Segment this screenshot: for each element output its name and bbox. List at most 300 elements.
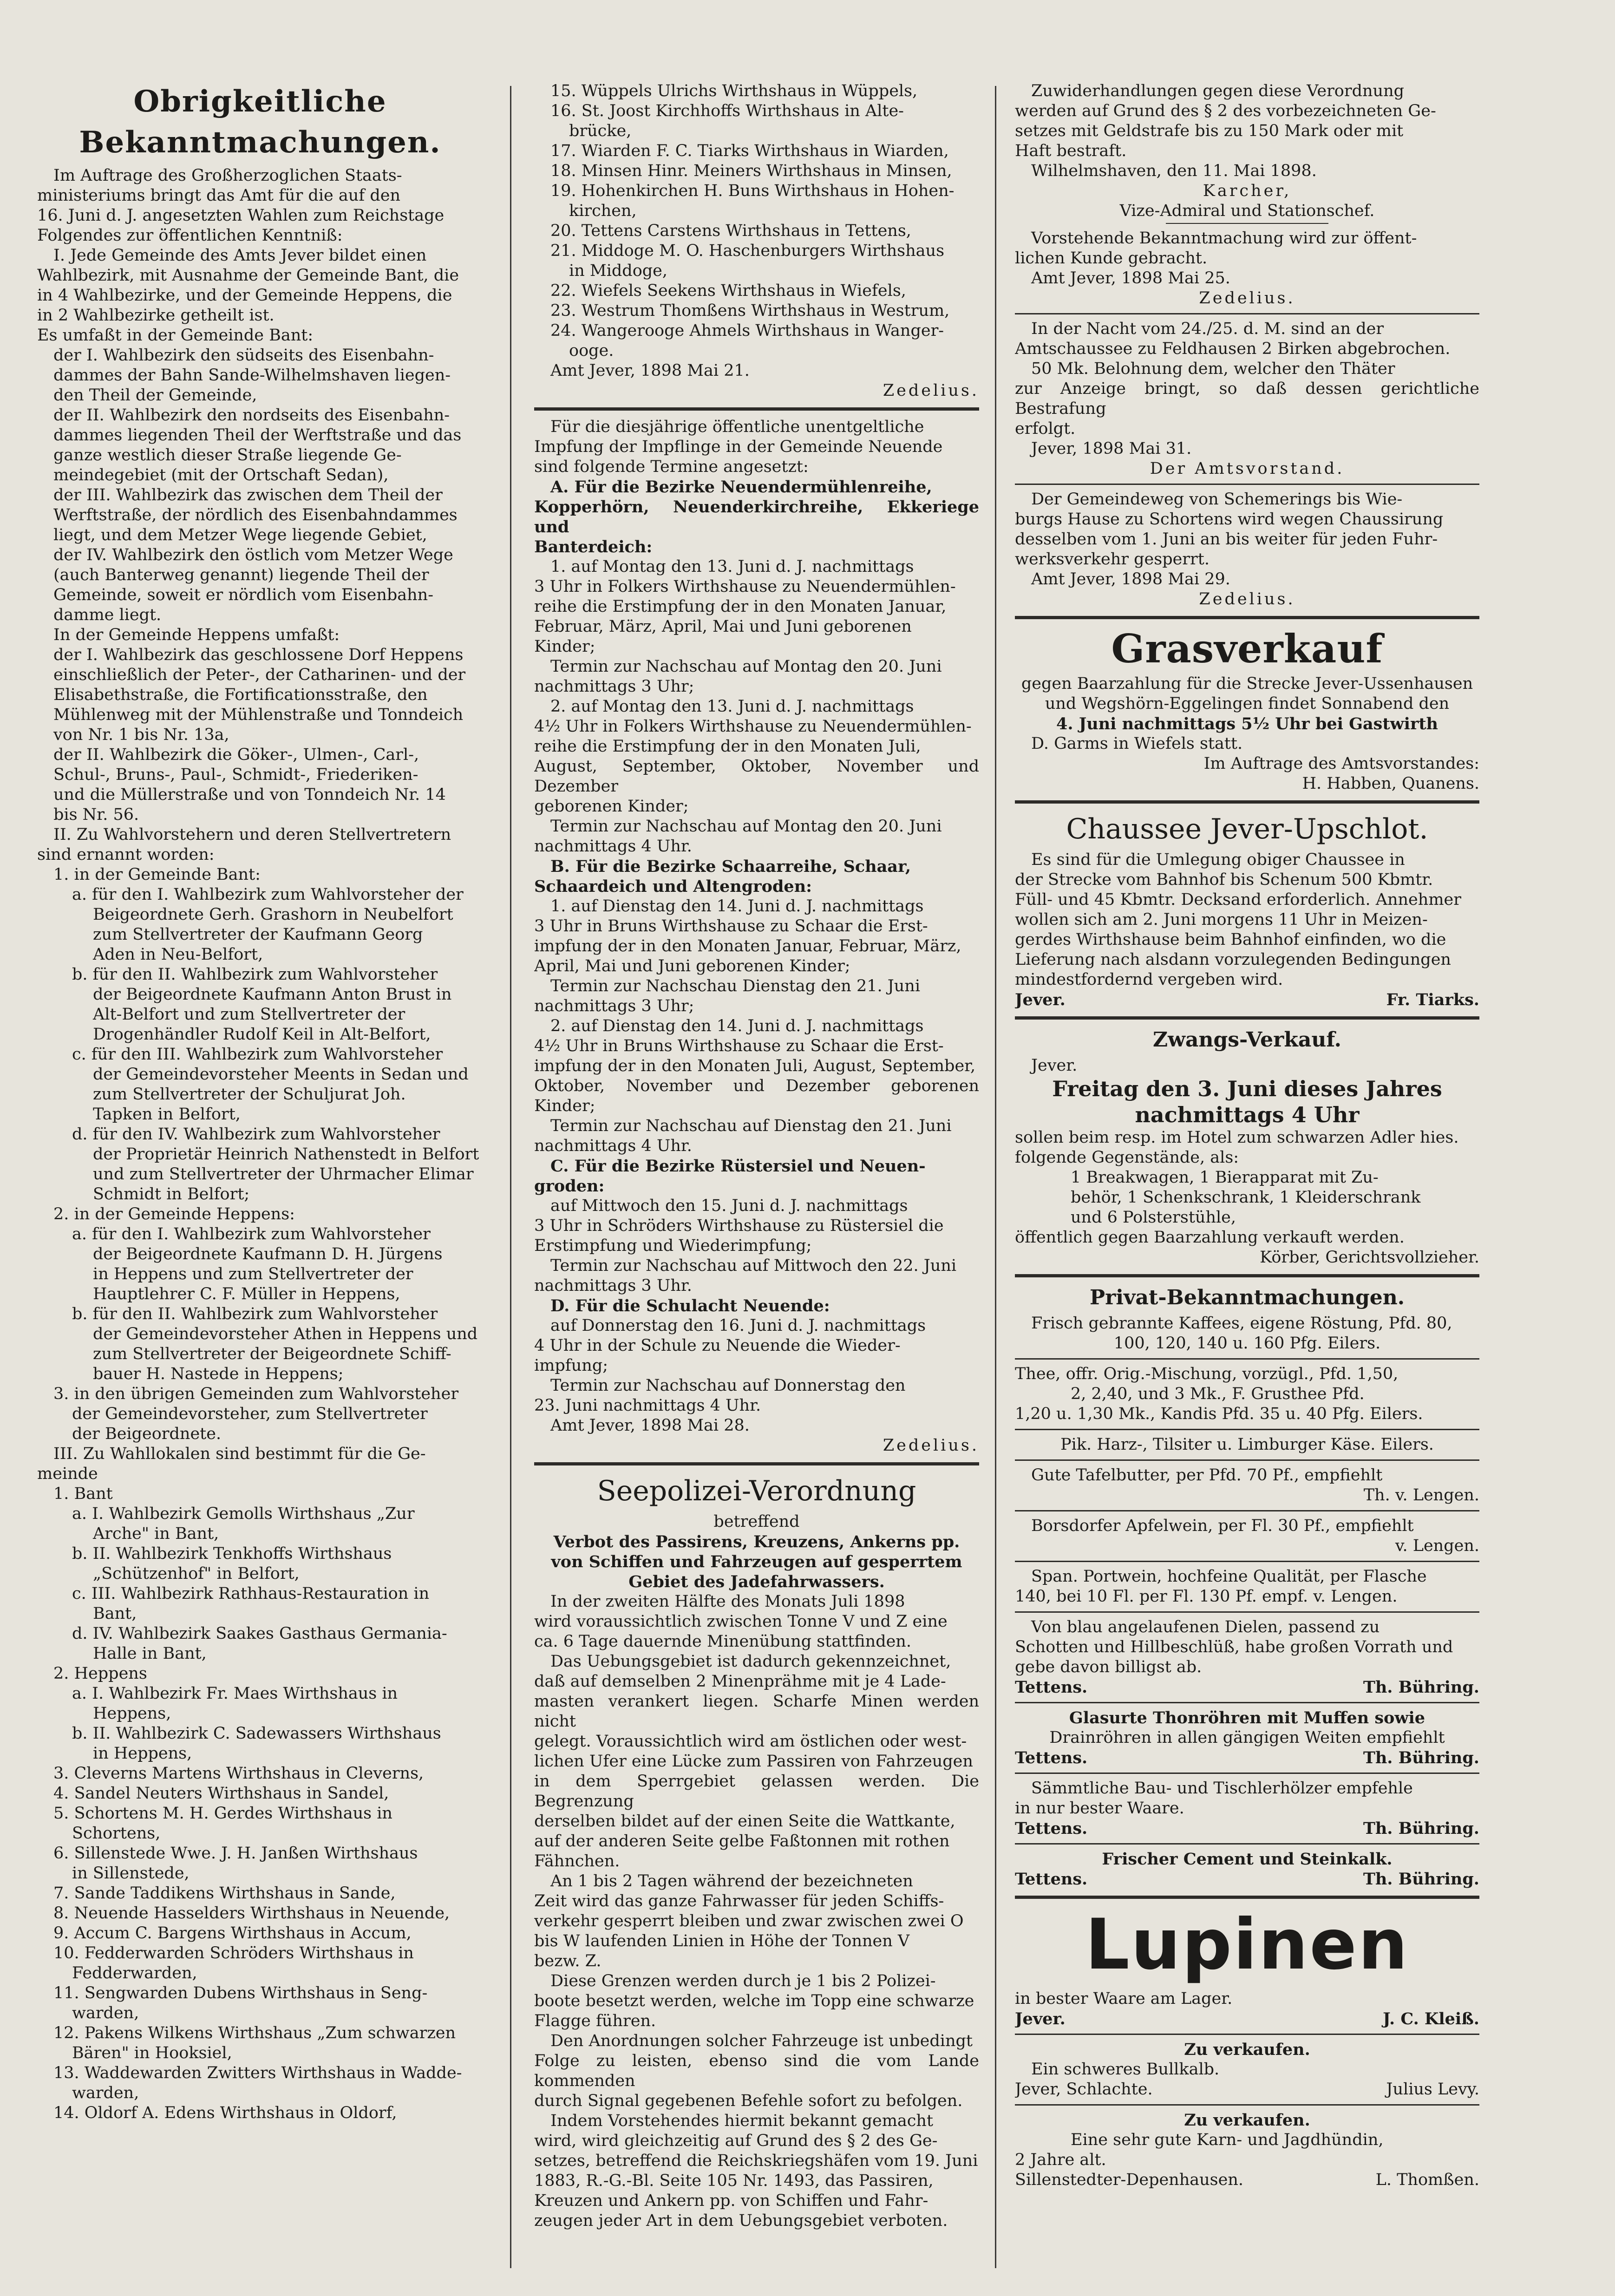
text-line: 9. Accum C. Bargens Wirthshaus in Accum, <box>53 1924 412 1943</box>
place-label: Jever. <box>1015 2009 1066 2028</box>
column-divider <box>995 86 996 2268</box>
text-line: 13. Waddewarden Zwitters Wirthshaus in Wadde- <box>53 2064 462 2082</box>
signature-name: Fr. Tiarks. <box>1386 990 1479 1009</box>
text-line: zeugen jeder Art in dem Uebungsgebiet verboten. <box>534 2211 948 2230</box>
text-line: Im Auftrage des Amtsvorstandes: <box>1203 754 1479 773</box>
text-line: 2. in der Gemeinde Heppens: <box>53 1205 295 1223</box>
text-line: Termin zur Nachschau auf Dienstag den 21. Juni <box>550 1117 952 1135</box>
text-line: Gemeinde, soweit er nördlich vom Eisenbahn- <box>53 586 434 604</box>
text-line: desselben vom 1. Juni an bis weiter für jeden Fuhr- <box>1015 530 1438 549</box>
text-line: In der Gemeinde Heppens umfaßt: <box>53 626 340 644</box>
text-line: Jever. <box>1031 1056 1078 1075</box>
text-line: in Heppens und zum Stellvertreter der <box>93 1265 413 1283</box>
text-line: An 1 bis 2 Tagen während der bezeichneten <box>550 1872 913 1890</box>
text-line: Mühlenweg mit der Mühlenstraße und Tonndeich <box>53 706 464 724</box>
text-line: 3 Uhr in Bruns Wirthshause zu Schaar die Erst- <box>534 917 928 935</box>
text-line: c. III. Wahlbezirk Rathhaus-Restauration in <box>72 1584 430 1603</box>
text-line: (auch Banterweg genannt) liegende Theil der <box>53 566 429 584</box>
divider-rule <box>1015 1611 1479 1613</box>
text-line: 21. Middoge M. O. Haschenburgers Wirthshaus <box>550 242 945 260</box>
text-line: geborenen Kinder; <box>534 797 689 816</box>
text-line: 2, 2,40, und 3 Mk., F. Grusthee Pfd. <box>1071 1385 1365 1403</box>
divider-rule <box>1015 1358 1479 1360</box>
text-line: 140, bei 10 Fl. per Fl. 130 Pf. empf. v. Lengen. <box>1015 1587 1398 1606</box>
text-line: auf Donnerstag den 16. Juni d. J. nachmittags <box>550 1316 926 1335</box>
text-line: 15. Wüppels Ulrichs Wirthshaus in Wüppels, <box>550 82 918 100</box>
text-line: öffentlich gegen Baarzahlung verkauft werden. <box>1015 1228 1405 1247</box>
text-line: der II. Wahlbezirk die Göker-, Ulmen-, Carl-, <box>53 746 419 764</box>
signature-row <box>1015 990 1479 1010</box>
text-line: 23. Westrum Thomßens Wirthshaus in Westrum, <box>550 301 950 320</box>
signature-row <box>1015 1818 1479 1838</box>
text-line: Kopperhörn, Neuenderkirchreihe, Ekkeriege und <box>534 497 979 536</box>
text-line: mindestfordernd vergeben wird. <box>1015 970 1283 989</box>
text-line: Gebiet des Jadefahrwassers. <box>628 1572 885 1591</box>
divider-rule <box>1015 1510 1479 1511</box>
text-line: Frischer Cement und Steinkalk. <box>1102 1850 1393 1869</box>
text-line: „Schützenhof" in Belfort, <box>93 1564 300 1583</box>
text-line: 19. Hohenkirchen H. Buns Wirthshaus in Hohen- <box>550 182 955 200</box>
text-line: meindegebiet (mit der Ortschaft Sedan), <box>53 466 389 484</box>
text-line: Kreuzen und Ankern pp. von Schiffen und Fahr- <box>534 2191 928 2210</box>
text-line: impfung; <box>534 1356 608 1375</box>
text-line: d. IV. Wahlbezirk Saakes Gasthaus Germania- <box>72 1624 447 1643</box>
text-line: D. Für die Schulacht Neuende: <box>550 1296 830 1315</box>
signature-name: Th. Bühring. <box>1363 1748 1479 1767</box>
text-line: In der zweiten Hälfte des Monats Juli 1898 <box>550 1592 905 1611</box>
text-line: wird, wird gleichzeitig auf Grund des § 2 des Ge- <box>534 2132 938 2150</box>
text-line: Zedelius. <box>1199 590 1295 608</box>
text-line: und zum Stellvertreter der Uhrmacher Elimar <box>93 1165 474 1184</box>
text-line: Glasurte Thonröhren mit Muffen sowie <box>1069 1708 1425 1727</box>
text-line: von Nr. 1 bis Nr. 13a, <box>53 726 229 744</box>
text-line: Folge zu leisten, ebenso sind die vom Lande kommenden <box>534 2052 979 2090</box>
text-line: Diese Grenzen werden durch je 1 bis 2 Polizei- <box>550 1972 936 1990</box>
text-line: 3 Uhr in Schröders Wirthshause zu Rüstersiel die <box>534 1217 944 1235</box>
text-line: Schmidt in Belfort; <box>93 1185 250 1204</box>
text-line: 8. Neuende Hasselders Wirthshaus in Neuende, <box>53 1904 450 1923</box>
text-line: H. Habben, Quanens. <box>1302 774 1479 793</box>
text-line: in Middoge, <box>569 262 668 280</box>
text-line: wollen sich am 2. Juni morgens 11 Uhr in Meizen- <box>1015 910 1428 929</box>
place-label: Tettens. <box>1015 1748 1088 1767</box>
text-line: 2 Jahre alt. <box>1015 2151 1106 2169</box>
signature-row <box>1015 2080 1479 2100</box>
text-line: 6. Sillenstede Wwe. J. H. Janßen Wirthshaus <box>53 1844 418 1863</box>
text-line: Es umfaßt in der Gemeinde Bant: <box>37 326 314 345</box>
divider-rule <box>1015 1561 1479 1562</box>
text-line: Vorstehende Bekanntmachung wird zur öffent- <box>1031 229 1417 248</box>
text-line: und Wegshörn-Eggelingen findet Sonnabend den <box>1045 694 1450 713</box>
text-line: 3 Uhr in Folkers Wirthshause zu Neuendermühlen- <box>534 577 956 596</box>
text-line: auf der anderen Seite gelbe Faßtonnen mit rothen <box>534 1832 950 1851</box>
text-line: August, September, Oktober, November und Dezember <box>534 757 979 796</box>
text-line: 1. in der Gemeinde Bant: <box>53 865 261 884</box>
text-line: Halle in Bant, <box>93 1644 207 1663</box>
text-line: 10. Fedderwarden Schröders Wirthshaus in <box>53 1944 414 1962</box>
text-line: verkehr gesperrt bleiben und zwar zwischen zwei O <box>534 1912 964 1930</box>
divider-rule <box>1015 800 1479 804</box>
text-line: Wilhelmshaven, den 11. Mai 1898. <box>1031 162 1317 180</box>
text-line: In der Nacht vom 24./25. d. M. sind an der <box>1031 320 1384 338</box>
text-line: impfung der in den Monaten Januar, Februar, März, <box>534 937 961 955</box>
text-line: der Beigeordnete Kaufmann Anton Brust in <box>93 985 452 1004</box>
text-line: lichen Ufer eine Lücke zum Passiren von Fahrzeugen <box>534 1752 973 1771</box>
divider-rule <box>1015 616 1479 619</box>
text-line: der II. Wahlbezirk den nordseits des Eisenbahn- <box>53 406 450 425</box>
text-line: behör, 1 Schenkschrank, 1 Kleiderschrank <box>1071 1188 1421 1207</box>
place-label: Jever, Schlachte. <box>1015 2080 1153 2099</box>
text-line: warden, <box>72 2084 139 2102</box>
text-line: sind ernannt worden: <box>37 845 215 864</box>
text-line: Füll- und 45 Kbmtr. Decksand erforderlich. Annehmer <box>1015 890 1461 909</box>
text-line: Erstimpfung und Wiederimpfung; <box>534 1236 812 1255</box>
text-line: Zedelius. <box>883 1436 979 1455</box>
text-line: Freitag den 3. Juni dieses Jahres <box>1052 1076 1442 1101</box>
ad-heading: Privat-Bekanntmachungen. <box>1089 1286 1405 1309</box>
signature-name: J. C. Kleiß. <box>1383 2009 1479 2028</box>
text-line: dammes liegenden Theil der Werftstraße und das <box>53 426 462 445</box>
text-line: Karcher, <box>1203 182 1292 200</box>
text-line: werden auf Grund des § 2 des vorbezeichneten Ge- <box>1015 102 1436 120</box>
text-line: dammes der Bahn Sande-Wilhelmshaven liegen- <box>53 366 451 385</box>
text-line: der Gemeindevorsteher Athen in Heppens und <box>93 1325 478 1343</box>
text-line: c. für den III. Wahlbezirk zum Wahlvorsteher <box>72 1045 443 1064</box>
text-line: ca. 6 Tage dauernde Minenübung stattfinden. <box>534 1632 911 1651</box>
column-right-body <box>1015 81 1479 2190</box>
text-line: erfolgt. <box>1015 419 1076 438</box>
text-line: den Theil der Gemeinde, <box>53 386 257 405</box>
text-line: 1. auf Dienstag den 14. Juni d. J. nachmittags <box>550 897 924 916</box>
text-line: Banterdeich: <box>534 537 653 556</box>
column-divider <box>510 86 511 2268</box>
text-line: sind folgende Termine angesetzt: <box>534 458 809 476</box>
text-line: Fähnchen. <box>534 1852 620 1871</box>
text-line: Termin zur Nachschau auf Donnerstag den <box>550 1376 906 1395</box>
text-line: und die Müllerstraße und von Tonndeich Nr. 14 <box>53 785 446 804</box>
text-line: der Beigeordnete Kaufmann D. H. Jürgens <box>93 1245 443 1263</box>
ad-heading: Chaussee Jever-Upschlot. <box>1066 813 1428 845</box>
divider-rule <box>1015 484 1479 485</box>
text-line: b. für den II. Wahlbezirk zum Wahlvorsteher <box>72 965 438 984</box>
signature-row <box>1015 1869 1479 1889</box>
text-line: Aden in Neu-Belfort, <box>93 945 263 964</box>
text-line: Zedelius. <box>883 381 979 400</box>
column-left <box>37 81 483 2282</box>
text-line: 20. Tettens Carstens Wirthshaus in Tettens, <box>550 222 911 240</box>
text-line: burgs Hause zu Schortens wird wegen Chaussirung <box>1015 510 1444 529</box>
text-line: der I. Wahlbezirk den südseits des Eisenbahn- <box>53 346 434 365</box>
text-line: Schotten und Hillbeschlüß, habe großen Vorrath und <box>1015 1638 1453 1656</box>
text-line: bezw. Z. <box>534 1952 602 1970</box>
divider-rule <box>1015 1702 1479 1703</box>
divider-rule <box>534 407 979 411</box>
text-line: 1. auf Montag den 13. Juni d. J. nachmittags <box>550 557 914 576</box>
text-line: warden, <box>72 2004 139 2022</box>
text-line: D. Garms in Wiefels statt. <box>1031 734 1243 753</box>
text-line: Eine sehr gute Karn- und Jagdhündin, <box>1071 2131 1384 2149</box>
text-line: in bester Waare am Lager. <box>1015 1989 1233 2008</box>
text-line: Tapken in Belfort, <box>93 1105 241 1124</box>
signature-row <box>1015 1677 1479 1697</box>
text-line: b. II. Wahlbezirk Tenkhoffs Wirthshaus <box>72 1544 392 1563</box>
text-line: derselben bildet auf der einen Seite die Wattkante, <box>534 1812 955 1831</box>
divider-rule <box>1166 223 1328 224</box>
divider-rule <box>534 1462 979 1465</box>
text-line: 22. Wiefels Seekens Wirthshaus in Wiefels, <box>550 281 906 300</box>
text-line: der Gemeindevorsteher Meents in Sedan und <box>93 1065 469 1084</box>
text-line: wird voraussichtlich zwischen Tonne V und Z eine <box>534 1612 948 1631</box>
text-line: gegen Baarzahlung für die Strecke Jever-Ussenhausen <box>1021 674 1473 693</box>
text-line: a. für den I. Wahlbezirk zum Wahlvorsteher der <box>72 885 464 904</box>
text-line: nachmittags 4 Uhr. <box>534 1137 692 1155</box>
text-line: Schul-, Bruns-, Paul-, Schmidt-, Friederiken- <box>53 765 418 784</box>
text-line: 1,20 u. 1,30 Mk., Kandis Pfd. 35 u. 40 Pfg. Eilers. <box>1015 1405 1423 1423</box>
text-line: von Schiffen und Fahrzeugen auf gesperrtem <box>551 1552 962 1571</box>
text-line: zum Stellvertreter der Kaufmann Georg <box>93 925 423 944</box>
text-line: 1. Bant <box>53 1485 113 1503</box>
text-line: Zeit wird das ganze Fahrwasser für jeden Schiffs- <box>534 1892 944 1910</box>
text-line: der III. Wahlbezirk das zwischen dem Theil der <box>53 486 443 504</box>
text-line: Elisabethstraße, die Fortificationsstraße, den <box>53 686 428 704</box>
text-line: Februar, März, April, Mai und Juni geborenen <box>534 617 912 636</box>
text-line: ooge. <box>569 341 614 360</box>
text-line: 1883, R.-G.-Bl. Seite 105 Nr. 1493, das Passiren, <box>534 2172 934 2190</box>
text-line: Termin zur Nachschau auf Montag den 20. Juni <box>550 817 942 836</box>
text-line: Termin zur Nachschau Dienstag den 21. Juni <box>550 977 921 995</box>
text-line: 3. Cleverns Martens Wirthshaus in Cleverns, <box>53 1764 424 1783</box>
text-line: Sämmtliche Bau- und Tischlerhölzer empfehle <box>1031 1779 1413 1798</box>
text-line: Drainröhren in allen gängigen Weiten empfiehlt <box>1049 1728 1445 1747</box>
text-line: Heppens, <box>93 1704 171 1723</box>
text-line: 7. Sande Taddikens Wirthshaus in Sande, <box>53 1884 396 1903</box>
text-line: Haft bestraft. <box>1015 142 1127 160</box>
text-line: gerdes Wirthshause beim Bahnhof einfinden, wo die <box>1015 930 1446 949</box>
text-line: damme liegt. <box>53 606 162 624</box>
text-line: nachmittags 3 Uhr; <box>534 677 694 696</box>
text-line: 4. Sandel Neuters Wirthshaus in Sandel, <box>53 1784 389 1803</box>
ad-heading: Grasverkauf <box>1111 626 1383 672</box>
text-line: I. Jede Gemeinde des Amts Jever bildet einen <box>53 246 427 265</box>
text-line: der Strecke vom Bahnhof bis Schenum 500 Kbmtr. <box>1015 870 1433 889</box>
text-line: Termin zur Nachschau auf Mittwoch den 22. Juni <box>550 1256 957 1275</box>
text-line: kirchen, <box>569 202 637 220</box>
text-line: Zedelius. <box>1199 289 1295 307</box>
text-line: setzes, betreffend die Reichskriegshäfen vom 19. Juni <box>534 2152 978 2170</box>
text-line: groden: <box>534 1177 605 1196</box>
text-line: Jever, 1898 Mai 31. <box>1031 439 1192 458</box>
signature-name: Th. Bühring. <box>1363 1819 1479 1838</box>
text-line: 4½ Uhr in Bruns Wirthshause zu Schaar die Erst- <box>534 1037 944 1055</box>
text-line: Hauptlehrer C. F. Müller in Heppens, <box>93 1285 400 1303</box>
text-line: v. Lengen. <box>1395 1537 1479 1555</box>
text-line: 11. Sengwarden Dubens Wirthshaus in Seng- <box>53 1984 428 2002</box>
text-line: Von blau angelaufenen Dielen, passend zu <box>1031 1618 1380 1636</box>
text-line: Werftstraße, der nördlich des Eisenbahndammes <box>53 506 458 524</box>
text-line: Termin zur Nachschau auf Montag den 20. Juni <box>550 657 942 676</box>
text-line: 2. Heppens <box>53 1664 147 1683</box>
text-line: Oktober, November und Dezember geborenen Kinder; <box>534 1077 979 1115</box>
text-line: Zuwiderhandlungen gegen diese Verordnung <box>1031 82 1405 100</box>
text-line: der Beigeordnete. <box>72 1425 222 1443</box>
text-line: durch Signal gegebenen Befehle sofort zu befolgen. <box>534 2092 963 2110</box>
text-line: Zu verkaufen. <box>1184 2040 1310 2059</box>
text-line: werksverkehr gesperrt. <box>1015 550 1210 569</box>
text-line: April, Mai und Juni geborenen Kinder; <box>534 957 850 975</box>
text-line: ministeriums bringt das Amt für die auf den <box>37 186 401 205</box>
text-line: gelegt. Voraussichtlich wird am östlichen oder west- <box>534 1732 967 1751</box>
text-line: 4 Uhr in der Schule zu Neuende die Wieder- <box>534 1336 901 1355</box>
text-line: boote besetzt werden, welche im Topp eine schwarze <box>534 1992 974 2010</box>
text-line: Lieferung nach alsdann vorzulegenden Bedingungen <box>1015 950 1451 969</box>
text-line: Im Auftrage des Großherzoglichen Staats- <box>53 166 402 185</box>
text-line: Frisch gebrannte Kaffees, eigene Röstung, Pfd. 80, <box>1031 1314 1452 1333</box>
text-line: in 2 Wahlbezirke getheilt ist. <box>37 306 275 325</box>
text-line: lichen Kunde gebracht. <box>1015 249 1208 268</box>
text-line: bauer H. Nastede in Heppens; <box>93 1365 344 1383</box>
ad-heading: Zwangs-Verkauf. <box>1152 1028 1342 1052</box>
text-line: reihe die Erstimpfung der in den Monaten Januar, <box>534 597 947 616</box>
text-line: nachmittags 3 Uhr. <box>534 1276 692 1295</box>
text-line: 1 Breakwagen, 1 Bierapparat mit Zu- <box>1071 1168 1379 1187</box>
divider-rule <box>1015 1843 1479 1845</box>
text-line: der IV. Wahlbezirk den östlich vom Metzer Wege <box>53 546 453 564</box>
column-middle-body <box>534 81 979 2231</box>
text-line: auf Mittwoch den 15. Juni d. J. nachmittags <box>550 1197 908 1215</box>
text-line: 2. auf Dienstag den 14. Juni d. J. nachmittags <box>550 1017 924 1035</box>
text-line: 5. Schortens M. H. Gerdes Wirthshaus in <box>53 1804 392 1823</box>
place-label: Tettens. <box>1015 1819 1088 1838</box>
text-line: brücke, <box>569 122 632 140</box>
place-label: Jever. <box>1015 990 1066 1009</box>
text-line: Es sind für die Umlegung obiger Chaussee in <box>1031 850 1405 869</box>
signature-name: Th. Bühring. <box>1363 1678 1479 1697</box>
text-line: sollen beim resp. im Hotel zum schwarzen Adler hies. <box>1015 1128 1459 1147</box>
place-label: Tettens. <box>1015 1870 1088 1889</box>
text-line: 24. Wangerooge Ahmels Wirthshaus in Wanger- <box>550 321 944 340</box>
text-line: b. II. Wahlbezirk C. Sadewassers Wirthshaus <box>72 1724 441 1743</box>
column-right <box>1015 81 1479 2282</box>
text-line: ganze westlich dieser Straße liegende Ge- <box>53 446 402 464</box>
text-line: masten verankert liegen. Scharfe Minen werden nicht <box>534 1692 979 1731</box>
text-line: impfung der in den Monaten Juli, August, September, <box>534 1057 976 1075</box>
text-line: Borsdorfer Apfelwein, per Fl. 30 Pf., empfiehlt <box>1031 1517 1414 1535</box>
text-line: der I. Wahlbezirk das geschlossene Dorf Heppens <box>53 646 464 664</box>
text-line: Fedderwarden, <box>72 1964 197 1982</box>
text-line: Drogenhändler Rudolf Keil in Alt-Belfort, <box>93 1025 431 1044</box>
text-line: 16. St. Joost Kirchhoffs Wirthshaus in Alte- <box>550 102 904 120</box>
text-line: Den Anordnungen solcher Fahrzeuge ist unbedingt <box>550 2032 973 2050</box>
text-line: II. Zu Wahlvorstehern und deren Stellvertretern <box>53 825 451 844</box>
text-line: Der Gemeindeweg von Schemerings bis Wie- <box>1031 490 1403 509</box>
text-line: Amt Jever, 1898 Mai 25. <box>1031 269 1230 288</box>
text-line: Schaardeich und Altengroden: <box>534 877 812 896</box>
text-line: Gute Tafelbutter, per Pfd. 70 Pf., empfiehlt <box>1031 1466 1383 1485</box>
text-line: B. Für die Bezirke Schaarreihe, Schaar, <box>550 857 911 876</box>
text-line: in Sillenstede, <box>72 1864 190 1883</box>
text-line: Impfung der Impflinge in der Gemeinde Neuende <box>534 438 943 456</box>
text-line: Kinder; <box>534 637 595 656</box>
text-line: zum Stellvertreter der Schuljurat Joh. <box>93 1085 406 1104</box>
text-line: einschließlich der Peter-, der Catharinen- und der <box>53 666 466 684</box>
text-line: bis W laufenden Linien in Höhe der Tonnen V <box>534 1932 910 1950</box>
text-line: 12. Pakens Wilkens Wirthshaus „Zum schwarzen <box>53 2024 456 2042</box>
text-line: Das Uebungsgebiet ist dadurch gekennzeichnet, <box>550 1652 951 1671</box>
text-line: 100, 120, 140 u. 160 Pfg. Eilers. <box>1113 1334 1381 1353</box>
text-line: 50 Mk. Belohnung dem, welcher den Thäter <box>1031 360 1395 378</box>
signature-row <box>1015 1748 1479 1768</box>
signature-name: Julius Levy. <box>1386 2080 1479 2099</box>
text-line: 16. Juni d. J. angesetzten Wahlen zum Reichstage <box>37 206 445 225</box>
text-line: Bären" in Hooksiel, <box>72 2044 232 2062</box>
text-line: Vize-Admiral und Stationschef. <box>1119 202 1375 220</box>
text-line: Schortens, <box>72 1824 161 1843</box>
text-line: 3. in den übrigen Gemeinden zum Wahlvorsteher <box>53 1385 459 1403</box>
divider-rule <box>1015 1773 1479 1774</box>
text-line: Amt Jever, 1898 Mai 21. <box>550 361 750 380</box>
signature-row <box>1015 2009 1479 2029</box>
text-line: nachmittags 4 Uhr <box>1135 1102 1360 1127</box>
text-line: a. für den I. Wahlbezirk zum Wahlvorsteher <box>72 1225 431 1243</box>
text-line: III. Zu Wahllokalen sind bestimmt für die Ge- <box>53 1445 426 1463</box>
divider-rule <box>1015 1896 1479 1899</box>
text-line: Verbot des Passirens, Kreuzens, Ankerns pp. <box>553 1532 960 1551</box>
text-line: d. für den IV. Wahlbezirk zum Wahlvorsteher <box>72 1125 440 1144</box>
text-line: Körber, Gerichtsvollzieher. <box>1260 1248 1479 1267</box>
text-line: in 4 Wahlbezirke, und der Gemeinde Heppens, die <box>37 286 452 305</box>
divider-rule <box>1015 1016 1479 1020</box>
text-line: Span. Portwein, hochfeine Qualität, per Flasche <box>1031 1567 1427 1586</box>
text-line: 18. Minsen Hinr. Meiners Wirthshaus in Minsen, <box>550 162 952 180</box>
text-line: setzes mit Geldstrafe bis zu 150 Mark oder mit <box>1015 122 1404 140</box>
text-line: Pik. Harz-, Tilsiter u. Limburger Käse. Eilers. <box>1060 1435 1434 1454</box>
text-line: zum Stellvertreter der Beigeordnete Schiff- <box>93 1345 451 1363</box>
signature-name: Th. Bühring. <box>1363 1870 1479 1889</box>
text-line: Der Amtsvorstand. <box>1150 459 1345 478</box>
text-line: Für die diesjährige öffentliche unentgeltliche <box>550 418 924 436</box>
text-line: Flagge führen. <box>534 2012 656 2030</box>
text-line: der Gemeindevorsteher, zum Stellvertreter <box>72 1405 428 1423</box>
text-line: Folgendes zur öffentlichen Kenntniß: <box>37 226 343 245</box>
divider-rule <box>1015 2104 1479 2106</box>
signature-name: L. Thomßen. <box>1375 2171 1479 2189</box>
column-left-body <box>37 166 483 2123</box>
place-label: Tettens. <box>1015 1678 1088 1697</box>
text-line: A. Für die Bezirke Neuendermühlenreihe, <box>550 478 932 497</box>
text-line: reihe die Erstimpfung der in den Monaten Juli, <box>534 737 921 756</box>
text-line: 4. Juni nachmittags 5½ Uhr bei Gastwirth <box>1056 714 1438 733</box>
text-line: Bant, <box>93 1604 137 1623</box>
text-line: Wahlbezirk, mit Ausnahme der Gemeinde Bant, die <box>37 266 459 285</box>
divider-rule <box>1015 313 1479 314</box>
text-line: a. I. Wahlbezirk Gemolls Wirthshaus „Zur <box>72 1505 415 1523</box>
text-line: in Heppens, <box>93 1744 192 1763</box>
text-line: Th. v. Lengen. <box>1363 1486 1479 1505</box>
text-line: 17. Wiarden F. C. Tiarks Wirthshaus in Wiarden, <box>550 142 949 160</box>
text-line: Alt-Belfort und zum Stellvertreter der <box>93 1005 405 1024</box>
text-line: folgende Gegenstände, als: <box>1015 1148 1239 1167</box>
text-line: a. I. Wahlbezirk Fr. Maes Wirthshaus in <box>72 1684 398 1703</box>
text-line: Amt Jever, 1898 Mai 29. <box>1031 570 1230 589</box>
text-line: 2. auf Montag den 13. Juni d. J. nachmittags <box>550 697 914 716</box>
text-line: in dem Sperrgebiet gelassen werden. Die Begrenzung <box>534 1772 979 1811</box>
text-line: Zu verkaufen. <box>1184 2111 1310 2130</box>
signature-row <box>1015 2170 1479 2190</box>
text-line: Arche" in Bant, <box>93 1524 219 1543</box>
text-line: Indem Vorstehendes hiermit bekannt gemacht <box>550 2112 934 2130</box>
text-line: zur Anzeige bringt, so daß dessen gerichtliche Bestrafung <box>1015 379 1479 418</box>
text-line: und 6 Polsterstühle, <box>1071 1208 1236 1227</box>
